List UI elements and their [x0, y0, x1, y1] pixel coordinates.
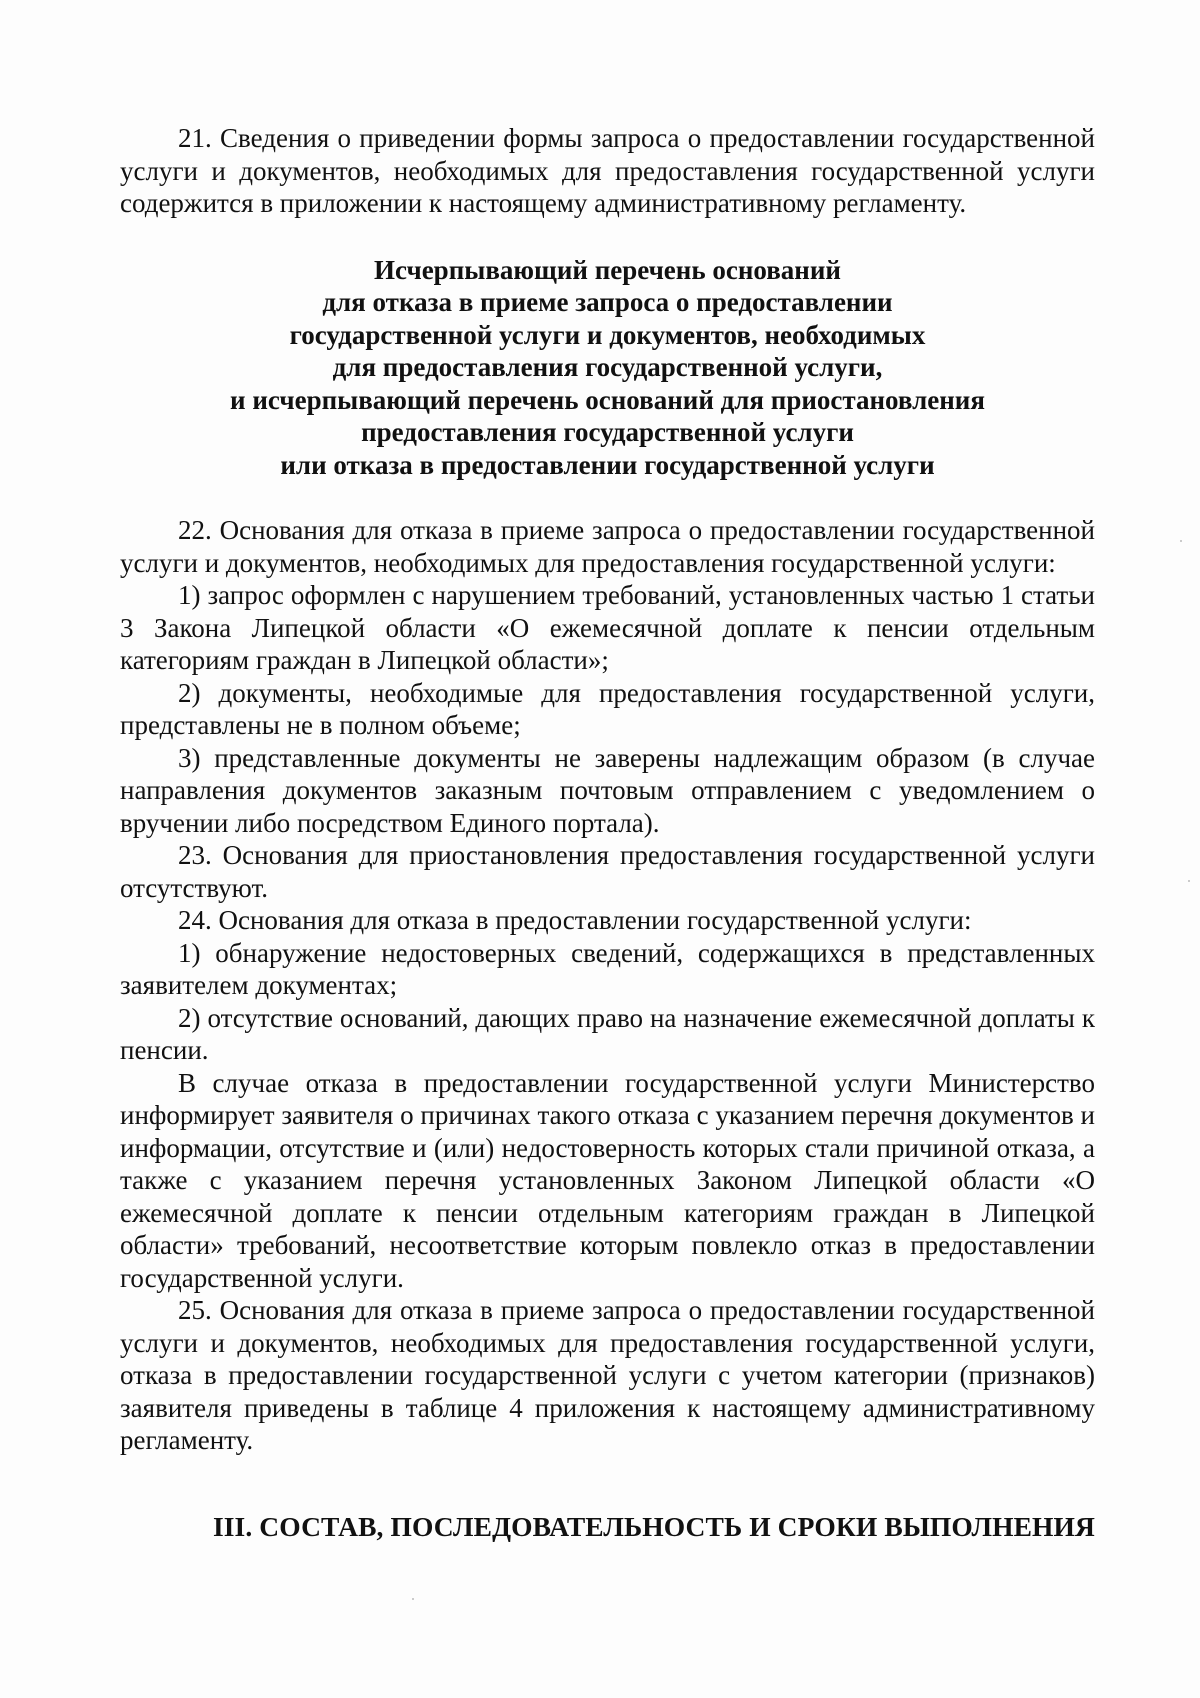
scan-speck: [412, 1598, 414, 1600]
section-heading: [120, 254, 1095, 482]
paragraph-23: 23. Основания для приостановления предоставления государственной услуги отсутствуют.: [120, 840, 1095, 903]
heading-line: предоставления государственной услуги: [361, 417, 854, 447]
list-item-22-1: 1) запрос оформлен с нарушением требований, установленных частью 1 статьи 3 Закона Липецкой области «О ежемесячной доплате к пенсии отдельным категориям граждан в Липецкой области»;: [120, 580, 1095, 675]
list-item-24-2: 2) отсутствие оснований, дающих право на назначение ежемесячной доплаты к пенсии.: [120, 1002, 1095, 1065]
document-body: [120, 122, 1095, 1543]
scan-speck: [1188, 880, 1190, 882]
heading-line: Исчерпывающий перечень оснований: [374, 254, 841, 285]
list-item-24-1: 1) обнаружение недостоверных сведений, содержащихся в представленных заявителем документах;: [120, 937, 1095, 1000]
scan-speck: [1180, 540, 1182, 542]
list-item-22-2: 2) документы, необходимые для предоставления государственной услуги, представлены не в полном объеме;: [120, 677, 1095, 740]
paragraph-24: 24. Основания для отказа в предоставлении государственной услуги:: [178, 905, 972, 935]
paragraph-25: 25. Основания для отказа в приеме запроса о предоставлении государственной услуги и документов, необходимых для предоставления государственной услуги, отказа в предоставлении государственной услуги с учетом категории (признаков) заявителя приведены в таблице 4 приложения к настоящему административному регламенту.: [120, 1295, 1095, 1455]
heading-line: государственной услуги и документов, необходимых: [289, 319, 926, 350]
section-title: III. СОСТАВ, ПОСЛЕДОВАТЕЛЬНОСТЬ И СРОКИ ВЫПОЛНЕНИЯ: [212, 1510, 1095, 1542]
heading-line: и исчерпывающий перечень оснований для приостановления: [230, 384, 985, 415]
list-item-22-3: 3) представленные документы не заверены надлежащим образом (в случае направления документов заказным почтовым отправлением с уведомлением о вручении либо посредством Единого портала).: [120, 742, 1095, 838]
paragraph-22: 22. Основания для отказа в приеме запроса о предоставлении государственной услуги и документов, необходимых для предоставления государственной услуги:: [120, 515, 1095, 578]
heading-line: или отказа в предоставлении государственной услуги: [280, 449, 935, 480]
heading-line: для отказа в приеме запроса о предоставлении: [322, 287, 893, 317]
heading-line: для предоставления государственной услуги,: [332, 352, 883, 382]
paragraph-21: 21. Сведения о приведении формы запроса о предоставлении государственной услуги и документов, необходимых для предоставления государственной услуги содержится в приложении к настоящему административному регламенту.: [120, 123, 1095, 218]
paragraph-refusal: В случае отказа в предоставлении государственной услуги Министерство информирует заявителя о причинах такого отказа с указанием перечня документов и информации, отсутствие и (или) недостоверность которых стали причиной отказа, а также с указанием перечня установленных Законом Липецкой области «О ежемесячной доплате к пенсии отдельным категориям граждан в Липецкой области» требований, несоответствие которым повлекло отказ в предоставлении государственной услуги.: [120, 1067, 1095, 1293]
